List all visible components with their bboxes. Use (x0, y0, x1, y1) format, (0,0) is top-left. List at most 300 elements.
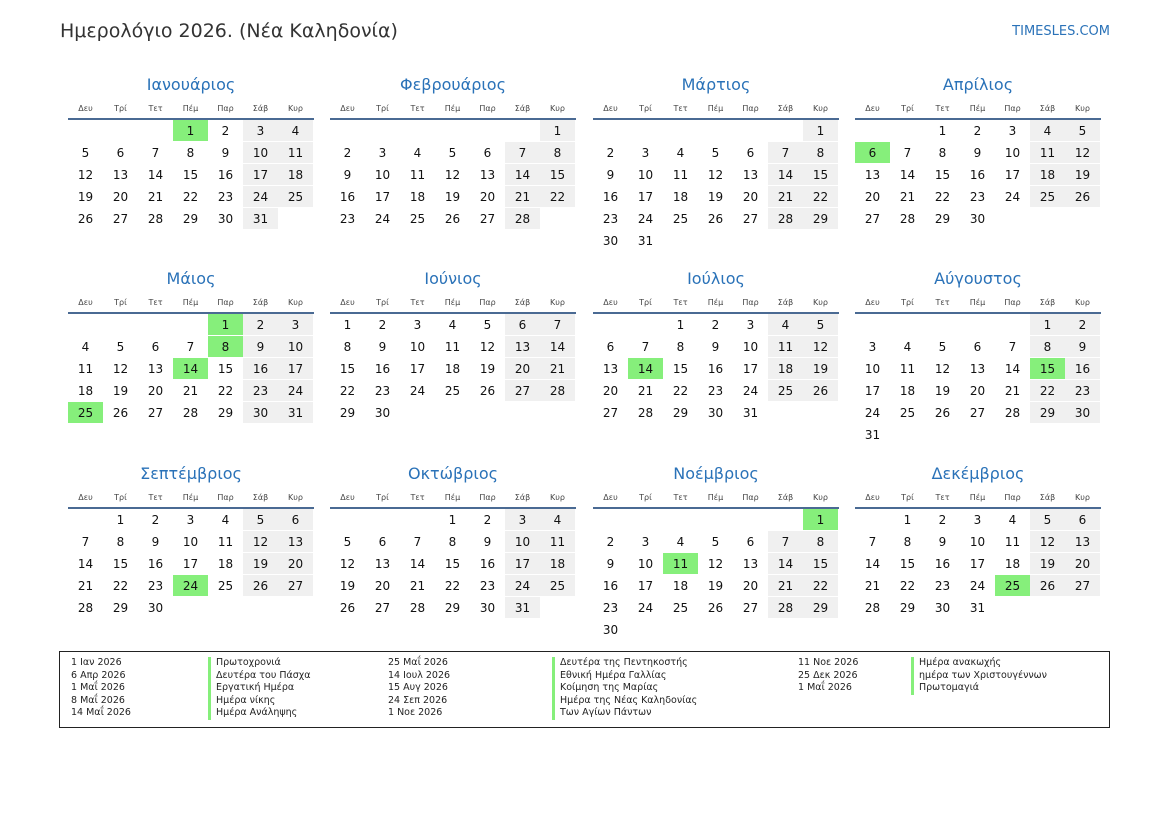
empty-cell (593, 120, 628, 141)
day-cell: 31 (505, 597, 540, 618)
day-cell: 22 (1030, 380, 1065, 401)
holiday-date: 1 Μαΐ 2026 (71, 682, 125, 694)
week-row (330, 509, 576, 531)
day-cell: 14 (899, 168, 916, 182)
empty-cell (1065, 424, 1100, 445)
holiday-date: 14 Μαΐ 2026 (71, 707, 131, 719)
holiday-date: 14 Ιουλ 2026 (388, 669, 451, 681)
day-cell: 8 (1030, 336, 1065, 357)
day-cell: 2 (221, 124, 230, 138)
day-cell: 27 (864, 212, 881, 226)
holiday-date: 1 Ιαν 2026 (71, 657, 122, 668)
day-cell: 18 (540, 553, 575, 574)
weekday-label: Τετ (935, 493, 950, 502)
week-row (68, 120, 314, 142)
day-cell: 25 (540, 575, 575, 596)
week-row (593, 186, 839, 208)
holiday-date: 15 Αυγ 2026 (388, 682, 448, 694)
empty-cell (733, 509, 768, 530)
month-block (330, 459, 576, 619)
empty-cell (855, 509, 890, 530)
day-cell: 1 (903, 513, 912, 527)
day-cell: 28 (540, 380, 575, 401)
day-cell: 22 (540, 186, 575, 207)
day-cell: 21 (1004, 384, 1021, 398)
day-cell: 5 (803, 314, 838, 335)
day-cell: 3 (378, 146, 387, 160)
holiday-name: Ημέρα της Νέας Καληδονίας (552, 695, 697, 708)
day-cell: 30 (934, 601, 951, 615)
day-cell: 5 (711, 535, 720, 549)
day-cell: 14 (540, 336, 575, 357)
day-cell: 22 (182, 190, 199, 204)
day-cell: 19 (1065, 164, 1100, 185)
week-row (855, 208, 1101, 230)
day-cell: 21 (77, 579, 94, 593)
day-cell: 28 (899, 212, 916, 226)
week-row (330, 186, 576, 208)
month-name: Νοέμβριος (673, 464, 759, 483)
day-cell: 27 (742, 601, 759, 615)
weekday-label: Δευ (340, 493, 355, 502)
empty-cell (768, 402, 803, 423)
day-cell: 19 (444, 190, 461, 204)
day-cell: 29 (339, 406, 356, 420)
weekday-label: Δευ (603, 493, 618, 502)
holiday-name: Ημέρα νίκης (208, 695, 311, 708)
day-cell: 12 (479, 340, 496, 354)
weekday-label: Κυρ (813, 493, 828, 502)
month-name: Ιούνιος (424, 269, 482, 288)
day-cell: 24 (864, 406, 881, 420)
empty-cell (698, 509, 733, 530)
weekday-header (330, 489, 576, 509)
weekday-label: Σάβ (252, 493, 269, 502)
weekday-label: Σάβ (777, 104, 794, 113)
day-cell: 11 (663, 553, 698, 574)
day-cell: 12 (339, 557, 356, 571)
weekday-label: Κυρ (288, 104, 303, 113)
week-row (68, 509, 314, 531)
empty-cell (995, 208, 1030, 229)
day-cell: 19 (1030, 553, 1065, 574)
holiday-date: 11 Νοε 2026 (798, 657, 859, 668)
day-cell: 22 (899, 579, 916, 593)
empty-cell (68, 509, 103, 530)
weekday-label: Τρί (901, 104, 914, 113)
day-cell: 24 (409, 384, 426, 398)
weekday-label: Δευ (603, 104, 618, 113)
week-row (593, 142, 839, 164)
day-cell: 24 (243, 186, 278, 207)
day-cell: 28 (1004, 406, 1021, 420)
day-cell: 8 (343, 340, 352, 354)
day-cell: 19 (243, 553, 278, 574)
empty-cell (803, 402, 838, 423)
weekday-label: Τρί (639, 104, 652, 113)
empty-cell (593, 509, 628, 530)
day-cell: 15 (444, 557, 461, 571)
empty-cell (768, 509, 803, 530)
week-row (855, 575, 1101, 597)
weekday-label: Πέμ (182, 493, 199, 502)
day-cell: 27 (505, 380, 540, 401)
day-cell: 9 (606, 168, 615, 182)
weekday-label: Τρί (639, 493, 652, 502)
weekday-label: Σάβ (252, 298, 269, 307)
day-cell: 8 (186, 146, 195, 160)
day-cell: 20 (1065, 553, 1100, 574)
weekday-label: Πέμ (182, 104, 199, 113)
day-cell: 23 (217, 190, 234, 204)
day-cell: 14 (505, 164, 540, 185)
day-cell: 13 (864, 168, 881, 182)
day-cell: 1 (173, 120, 208, 141)
empty-cell (890, 424, 925, 445)
empty-cell (1065, 597, 1100, 618)
day-cell: 13 (742, 168, 759, 182)
day-cell: 12 (707, 557, 724, 571)
empty-cell (733, 120, 768, 141)
week-row (68, 142, 314, 164)
weekday-label: Πέμ (444, 298, 461, 307)
day-cell: 18 (1030, 164, 1065, 185)
weekday-label: Σάβ (514, 493, 531, 502)
day-cell: 24 (637, 601, 654, 615)
day-cell: 15 (112, 557, 129, 571)
day-cell: 20 (278, 553, 313, 574)
day-cell: 20 (147, 384, 164, 398)
weekday-header (68, 100, 314, 120)
day-cell: 11 (217, 535, 234, 549)
day-cell: 20 (374, 579, 391, 593)
week-row (330, 531, 576, 553)
day-cell: 10 (637, 557, 654, 571)
month-name: Οκτώβριος (407, 464, 498, 483)
day-cell: 4 (540, 509, 575, 530)
day-cell: 1 (803, 120, 838, 141)
day-cell: 21 (409, 579, 426, 593)
empty-cell (330, 120, 365, 141)
holiday-name: Πρωτομαγιά (911, 682, 1047, 695)
weekday-label: Τρί (639, 298, 652, 307)
empty-cell (663, 230, 698, 251)
day-cell: 4 (1030, 120, 1065, 141)
day-cell: 7 (641, 340, 650, 354)
day-cell: 24 (173, 575, 208, 596)
day-cell: 9 (243, 336, 278, 357)
day-cell: 2 (483, 513, 492, 527)
weekday-label: Τρί (376, 298, 389, 307)
week-row (855, 424, 1101, 446)
day-cell: 26 (479, 384, 496, 398)
empty-cell (1030, 208, 1065, 229)
day-cell: 9 (151, 535, 160, 549)
empty-cell (330, 509, 365, 530)
day-cell: 9 (973, 146, 982, 160)
day-cell: 3 (641, 535, 650, 549)
week-row (855, 336, 1101, 358)
month-block (855, 459, 1101, 619)
weekday-label: Πέμ (707, 493, 724, 502)
day-cell: 11 (409, 168, 426, 182)
day-cell: 20 (479, 190, 496, 204)
day-cell: 14 (1004, 362, 1021, 376)
weekday-label: Πέμ (182, 298, 199, 307)
weekday-label: Παρ (742, 493, 759, 502)
day-cell: 14 (864, 557, 881, 571)
week-row (68, 380, 314, 402)
day-cell: 23 (243, 380, 278, 401)
holiday-date-column (388, 657, 450, 720)
month-name: Φεβρουάριος (400, 75, 506, 94)
weekday-label: Σάβ (514, 298, 531, 307)
day-cell: 10 (409, 340, 426, 354)
week-row (855, 402, 1101, 424)
day-cell: 3 (186, 513, 195, 527)
day-cell: 4 (676, 535, 685, 549)
empty-cell (173, 597, 208, 618)
day-cell: 14 (628, 358, 663, 379)
day-cell: 6 (116, 146, 125, 160)
empty-cell (365, 509, 400, 530)
day-cell: 9 (711, 340, 720, 354)
holiday-date: 25 Δεκ 2026 (798, 669, 858, 681)
empty-cell (768, 619, 803, 640)
day-cell: 23 (1065, 380, 1100, 401)
day-cell: 9 (343, 168, 352, 182)
weekday-label: Σάβ (514, 104, 531, 113)
week-row (593, 314, 839, 336)
day-cell: 13 (374, 557, 391, 571)
day-cell: 12 (934, 362, 951, 376)
empty-cell (68, 314, 103, 335)
day-cell: 4 (278, 120, 313, 141)
day-cell: 28 (147, 212, 164, 226)
weekday-label: Κυρ (288, 493, 303, 502)
month-name: Μάρτιος (681, 75, 751, 94)
day-cell: 25 (217, 579, 234, 593)
empty-cell (278, 208, 313, 229)
day-cell: 2 (711, 318, 720, 332)
day-cell: 19 (934, 384, 951, 398)
empty-cell (138, 120, 173, 141)
week-row (68, 314, 314, 336)
day-cell: 29 (899, 601, 916, 615)
day-cell: 30 (147, 601, 164, 615)
weekday-label: Πέμ (969, 298, 986, 307)
week-row (855, 597, 1101, 619)
week-row (855, 380, 1101, 402)
empty-cell (698, 120, 733, 141)
empty-cell (138, 314, 173, 335)
week-row (593, 553, 839, 575)
day-cell: 25 (278, 186, 313, 207)
week-row (593, 230, 839, 252)
weekday-label: Τρί (114, 298, 127, 307)
empty-cell (435, 120, 470, 141)
day-cell: 28 (768, 208, 803, 229)
day-cell: 7 (768, 142, 803, 163)
day-cell: 16 (339, 190, 356, 204)
day-cell: 17 (182, 557, 199, 571)
weekday-label: Κυρ (813, 298, 828, 307)
weekday-label: Δευ (340, 298, 355, 307)
day-cell: 2 (973, 124, 982, 138)
day-cell: 10 (637, 168, 654, 182)
day-cell: 15 (339, 362, 356, 376)
day-cell: 13 (505, 336, 540, 357)
day-cell: 17 (1004, 168, 1021, 182)
day-cell: 26 (707, 601, 724, 615)
day-cell: 5 (116, 340, 125, 354)
week-row (855, 314, 1101, 336)
week-row (855, 164, 1101, 186)
day-cell: 4 (221, 513, 230, 527)
weekday-label: Σάβ (1039, 493, 1056, 502)
empty-cell (208, 597, 243, 618)
day-cell: 28 (77, 601, 94, 615)
week-row (330, 358, 576, 380)
day-cell: 27 (479, 212, 496, 226)
weekday-header (593, 294, 839, 314)
weekday-label: Τρί (901, 493, 914, 502)
empty-cell (243, 597, 278, 618)
day-cell: 14 (768, 553, 803, 574)
weekday-label: Δευ (340, 104, 355, 113)
empty-cell (995, 424, 1030, 445)
day-cell: 21 (768, 186, 803, 207)
weekday-header (593, 489, 839, 509)
week-row (593, 531, 839, 553)
weekday-label: Παρ (479, 493, 496, 502)
day-cell: 29 (672, 406, 689, 420)
day-cell: 5 (1065, 120, 1100, 141)
day-cell: 10 (278, 336, 313, 357)
day-cell: 8 (208, 336, 243, 357)
holiday-name: ημέρα των Χριστουγέννων (911, 670, 1047, 683)
day-cell: 16 (243, 358, 278, 379)
day-cell: 14 (77, 557, 94, 571)
day-cell: 2 (938, 513, 947, 527)
holiday-date: 8 Μαΐ 2026 (71, 694, 125, 706)
weekday-label: Δευ (603, 298, 618, 307)
empty-cell (890, 314, 925, 335)
day-cell: 21 (505, 186, 540, 207)
weekday-label: Τετ (935, 298, 950, 307)
day-cell: 18 (217, 557, 234, 571)
day-cell: 12 (803, 336, 838, 357)
day-cell: 27 (278, 575, 313, 596)
empty-cell (103, 120, 138, 141)
day-cell: 9 (221, 146, 230, 160)
day-cell: 5 (1030, 509, 1065, 530)
day-cell: 12 (1030, 531, 1065, 552)
weekday-label: Κυρ (813, 104, 828, 113)
day-cell: 28 (182, 406, 199, 420)
day-cell: 22 (803, 186, 838, 207)
day-cell: 13 (1065, 531, 1100, 552)
day-cell: 3 (243, 120, 278, 141)
day-cell: 17 (278, 358, 313, 379)
weekday-label: Τετ (673, 493, 688, 502)
day-cell: 6 (483, 146, 492, 160)
month-block (855, 70, 1101, 230)
day-cell: 29 (112, 601, 129, 615)
day-cell: 12 (112, 362, 129, 376)
week-row (593, 164, 839, 186)
weekday-label: Δευ (865, 298, 880, 307)
week-row (68, 597, 314, 619)
weekday-label: Παρ (742, 104, 759, 113)
day-cell: 23 (339, 212, 356, 226)
day-cell: 28 (637, 406, 654, 420)
week-row (593, 120, 839, 142)
weekday-label: Τετ (148, 298, 163, 307)
day-cell: 29 (1030, 402, 1065, 423)
weekday-label: Παρ (217, 298, 234, 307)
day-cell: 8 (903, 535, 912, 549)
day-cell: 16 (1065, 358, 1100, 379)
week-row (330, 575, 576, 597)
empty-cell (470, 120, 505, 141)
day-cell: 31 (742, 406, 759, 420)
holiday-name: Πρωτοχρονιά (208, 657, 311, 670)
empty-cell (278, 597, 313, 618)
empty-cell (698, 230, 733, 251)
weekday-label: Πέμ (707, 104, 724, 113)
empty-cell (540, 208, 575, 229)
day-cell: 2 (606, 535, 615, 549)
day-cell: 31 (243, 208, 278, 229)
day-cell: 6 (746, 146, 755, 160)
site-link[interactable]: TIMESLES.COM (1012, 24, 1110, 39)
month-block (68, 70, 314, 230)
day-cell: 13 (742, 557, 759, 571)
day-cell: 10 (374, 168, 391, 182)
day-cell: 7 (868, 535, 877, 549)
holiday-name: Κοίμηση της Μαρίας (552, 682, 697, 695)
weekday-label: Κυρ (550, 493, 565, 502)
weekday-label: Παρ (217, 493, 234, 502)
weekday-label: Παρ (742, 298, 759, 307)
empty-cell (400, 120, 435, 141)
day-cell: 2 (378, 318, 387, 332)
day-cell: 18 (672, 579, 689, 593)
weekday-label: Δευ (865, 104, 880, 113)
day-cell: 25 (672, 601, 689, 615)
day-cell: 22 (934, 190, 951, 204)
week-row (68, 553, 314, 575)
day-cell: 24 (969, 579, 986, 593)
day-cell: 7 (505, 142, 540, 163)
day-cell: 5 (81, 146, 90, 160)
day-cell: 1 (1030, 314, 1065, 335)
holiday-name: Των Αγίων Πάντων (552, 707, 697, 720)
weekday-label: Κυρ (550, 298, 565, 307)
empty-cell (663, 509, 698, 530)
month-block (593, 264, 839, 424)
day-cell: 8 (676, 340, 685, 354)
weekday-label: Παρ (1004, 493, 1021, 502)
day-cell: 23 (374, 384, 391, 398)
day-cell: 4 (768, 314, 803, 335)
day-cell: 9 (938, 535, 947, 549)
day-cell: 6 (278, 509, 313, 530)
day-cell: 13 (147, 362, 164, 376)
day-cell: 8 (116, 535, 125, 549)
week-row (593, 208, 839, 230)
